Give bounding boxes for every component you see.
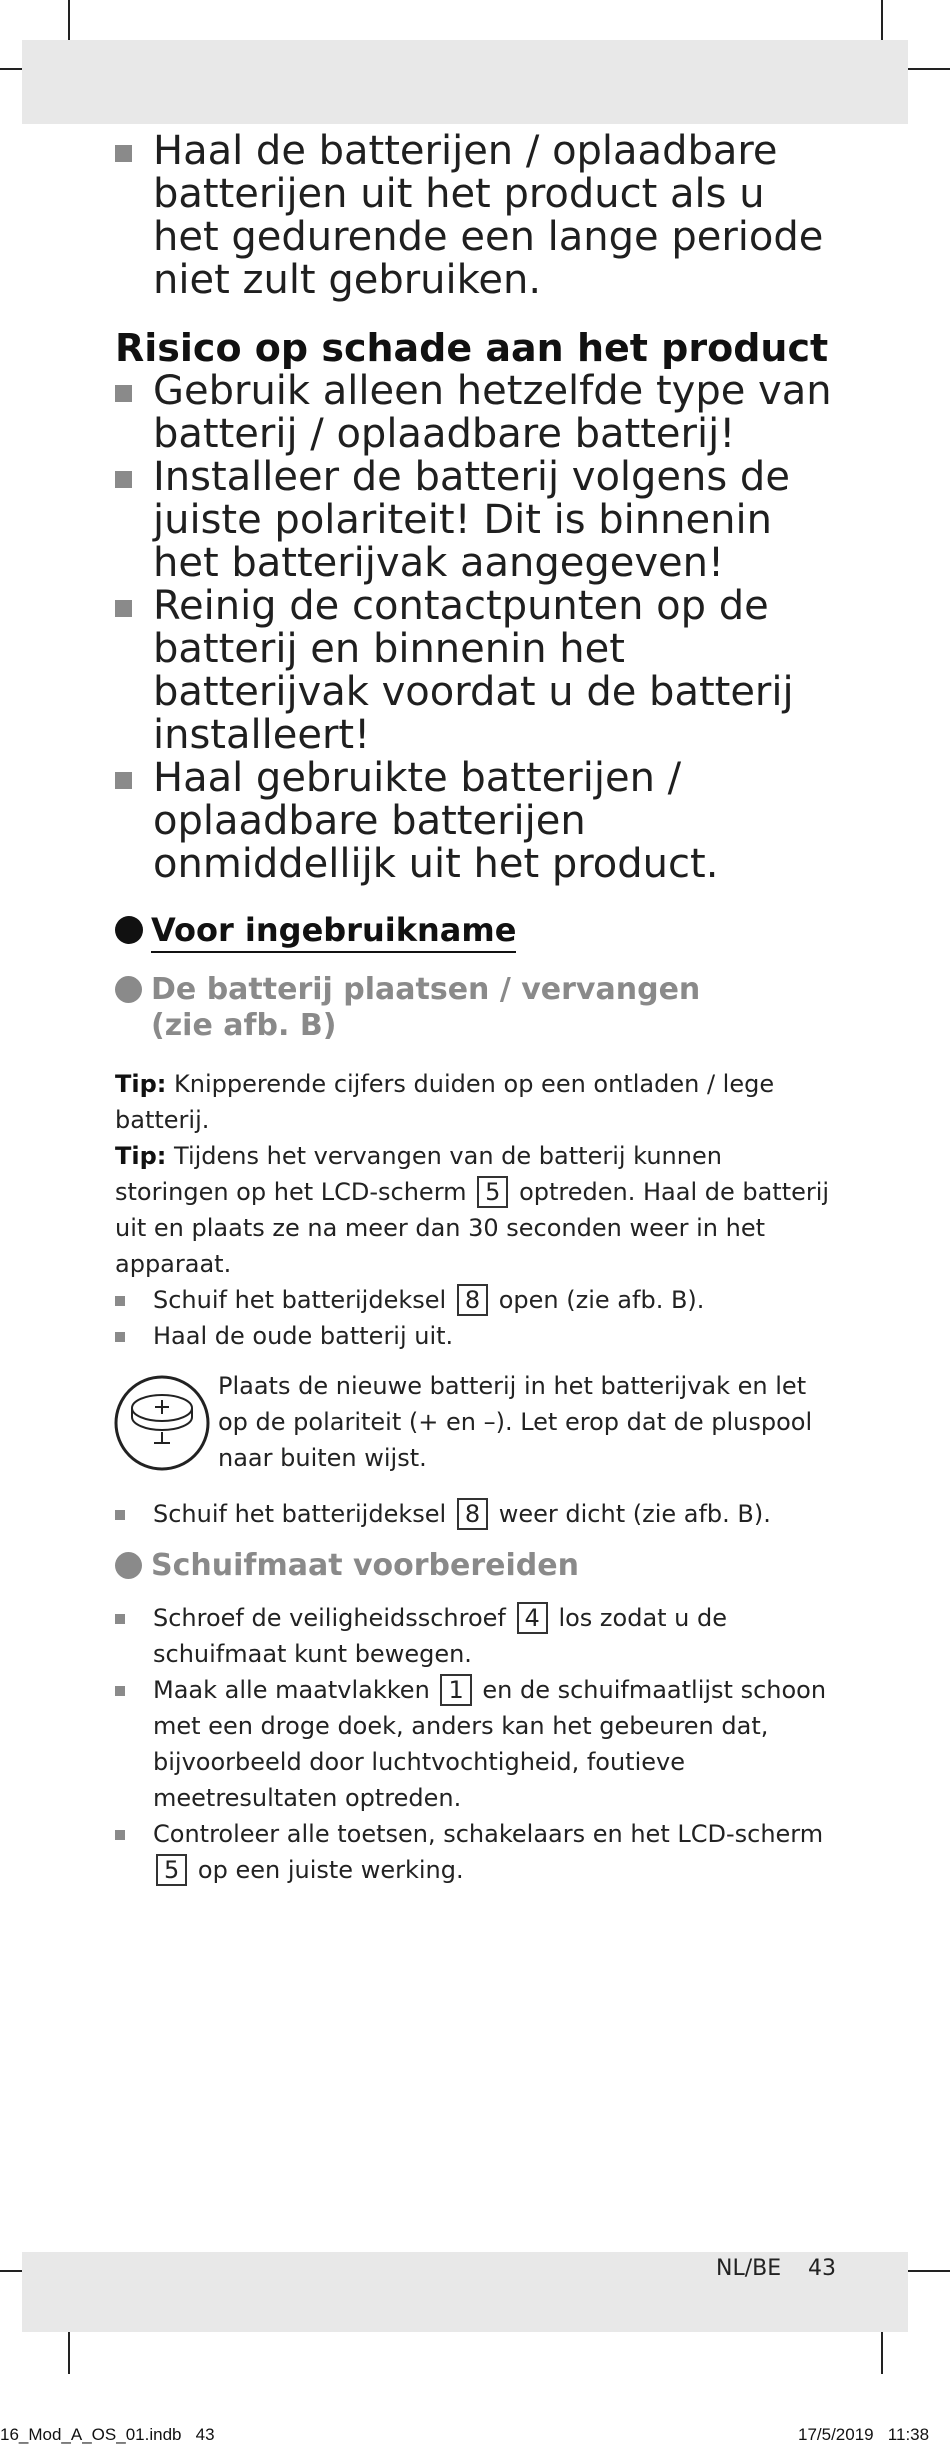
crop-mark <box>908 2270 950 2272</box>
section-heading-battery: De batterij plaatsen / vervangen (zie afb. B) <box>115 972 835 1044</box>
header-band <box>22 40 908 124</box>
slug-datetime: 17/5/2019 11:38 <box>798 2425 930 2444</box>
bullet-dot-icon <box>115 916 143 944</box>
crop-mark <box>881 0 883 40</box>
reference-number: 1 <box>440 1674 471 1706</box>
crop-mark <box>908 68 950 70</box>
crop-mark <box>68 0 70 40</box>
crop-mark <box>881 2332 883 2374</box>
list-item: Gebruik alleen hetzelfde type van batterij / oplaadbare batterij! <box>115 370 835 456</box>
list-item: Schuif het batterijdeksel 8 weer dicht (zie afb. B). <box>115 1496 835 1532</box>
bullet-dot-icon <box>115 1552 142 1579</box>
slug-filename: 16_Mod_A_OS_01.indb 43 <box>0 2425 215 2444</box>
list-item: Schuif het batterijdeksel 8 open (zie afb. B). <box>115 1282 835 1318</box>
tip-paragraph: Tip: Tijdens het vervangen van de batterij kunnen storingen op het LCD-scherm 5 optreden. Haal de batterij uit en plaats ze na meer dan 30 seconden weer in het apparaat. <box>115 1142 830 1278</box>
crop-mark <box>68 2332 70 2374</box>
list-item: Controleer alle toetsen, schakelaars en het LCD-scherm 5 op een juiste werking. <box>115 1816 835 1888</box>
page-number: 43 <box>808 2256 836 2281</box>
battery-note-text: Plaats de nieuwe batterij in het batterijvak en let op de polariteit (+ en –). Let erop dat de pluspool naar buiten wijst. <box>218 1372 813 1472</box>
reference-number: 5 <box>156 1854 187 1886</box>
reference-number: 8 <box>457 1498 488 1530</box>
list-item: Maak alle maatvlakken 1 en de schuifmaatlijst schoon met een droge doek, anders kan het gebeuren dat, bijvoorbeeld door luchtvochtigheid, foutieve meetresultaten optreden. <box>115 1672 835 1816</box>
battery-polarity-icon <box>113 1374 211 1472</box>
tip-paragraph: Tip: Knipperende cijfers duiden op een ontladen / lege batterij. <box>115 1070 775 1134</box>
section-heading-prepare: Schuifmaat voorbereiden <box>115 1546 835 1586</box>
reference-number: 5 <box>477 1176 508 1208</box>
reference-number: 8 <box>457 1284 488 1316</box>
list-item: Schroef de veiligheidsschroef 4 los zodat u de schuifmaat kunt bewegen. <box>115 1600 835 1672</box>
footer-language: NL/BE <box>716 2256 782 2281</box>
list-item: Haal de oude batterij uit. <box>115 1318 835 1354</box>
section-heading-before-use: Voor ingebruikname <box>115 910 835 950</box>
battery-note <box>115 1372 835 1482</box>
bullet-dot-icon <box>115 976 142 1003</box>
reference-number: 4 <box>517 1602 548 1634</box>
list-item: Haal de batterijen / oplaadbare batterijen uit het product als u het gedurende een lange periode niet zult gebruiken. <box>115 130 835 302</box>
risk-heading: Risico op schade aan het product <box>115 326 829 370</box>
list-item: Installeer de batterij volgens de juiste polariteit! Dit is binnenin het batterijvak aangegeven! <box>115 456 835 585</box>
list-item: Reinig de contactpunten op de batterij en binnenin het batterijvak voordat u de batterij installeert! <box>115 585 835 757</box>
page-content <box>115 130 835 1888</box>
list-item: Haal gebruikte batterijen / oplaadbare batterijen onmiddellijk uit het product. <box>115 757 835 886</box>
